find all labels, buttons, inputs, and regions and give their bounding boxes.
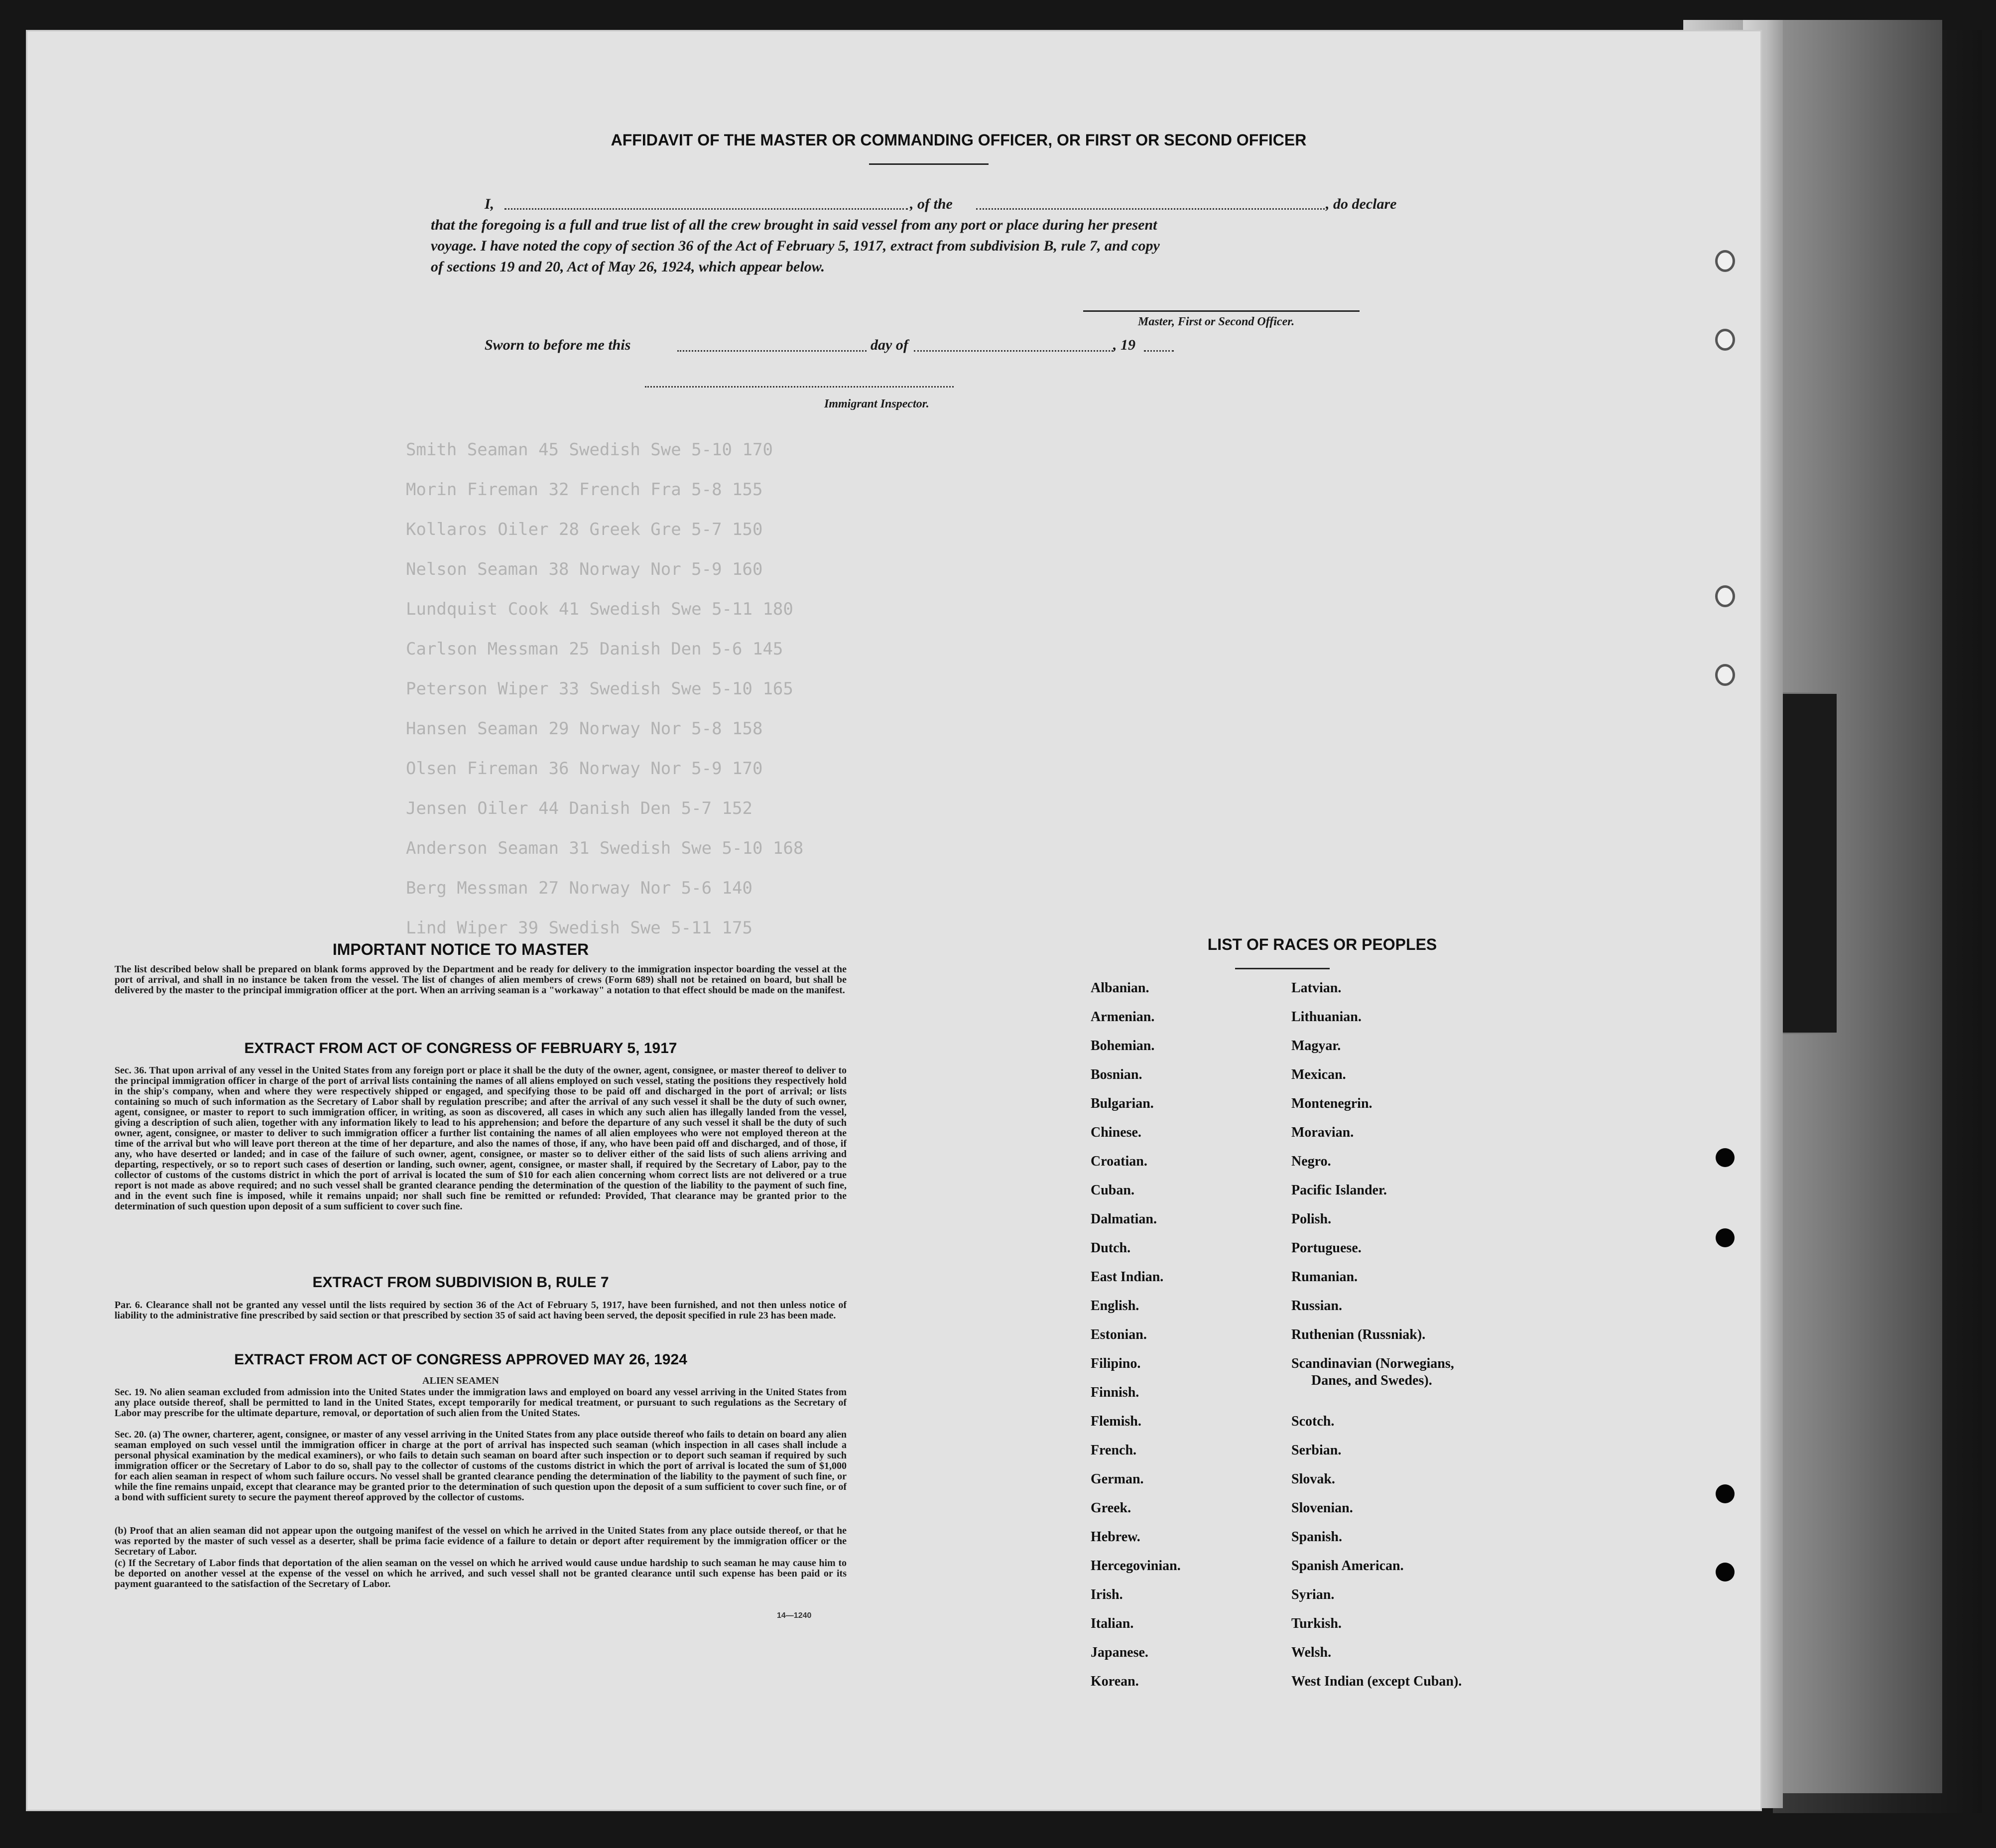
race-right-20: Spanish American.: [1291, 1558, 1404, 1574]
race-left-9: Dalmatian.: [1091, 1211, 1157, 1227]
affidavit-declare: , do declare: [1326, 196, 1397, 212]
race-right-5: Montenegrin.: [1291, 1096, 1372, 1111]
race-left-10: Dutch.: [1091, 1240, 1131, 1256]
race-right-24: West Indian (except Cuban).: [1291, 1674, 1462, 1689]
race-left-14: Filipino.: [1091, 1356, 1141, 1371]
race-right-19: Spanish.: [1291, 1529, 1342, 1545]
race-left-18: German.: [1091, 1471, 1144, 1487]
race-left-3: Bohemian.: [1091, 1038, 1155, 1054]
binder-hole-2: [1715, 329, 1735, 351]
race-left-7: Croatian.: [1091, 1154, 1147, 1169]
race-left-16: Flemish.: [1091, 1414, 1141, 1429]
race-right-2: Lithuanian.: [1291, 1009, 1362, 1025]
punch-hole-4: [1716, 1563, 1735, 1582]
race-right-21: Syrian.: [1291, 1587, 1335, 1602]
races-title-rule: [1235, 968, 1330, 969]
extract-1917-title: EXTRACT FROM ACT OF CONGRESS OF FEBRUARY 5, 1917: [244, 1040, 677, 1056]
master-name-field[interactable]: [504, 208, 908, 210]
master-signature-label: Master, First or Second Officer.: [1138, 315, 1295, 328]
race-right-10: Portuguese.: [1291, 1240, 1362, 1256]
races-title: LIST OF RACES OR PEOPLES: [1207, 935, 1437, 953]
race-left-20: Hebrew.: [1091, 1529, 1140, 1545]
affidavit-of-the: , of the: [910, 196, 953, 212]
race-left-1: Albanian.: [1091, 980, 1149, 996]
race-right-13: Ruthenian (Russniak).: [1291, 1327, 1426, 1342]
race-right-12: Russian.: [1291, 1298, 1342, 1314]
affidavit-title: AFFIDAVIT OF THE MASTER OR COMMANDING OFFICER, OR FIRST OR SECOND OFFICER: [611, 131, 1307, 149]
race-right-3: Magyar.: [1291, 1038, 1341, 1054]
race-left-4: Bosnian.: [1091, 1067, 1142, 1082]
race-right-1: Latvian.: [1291, 980, 1342, 996]
inspector-label: Immigrant Inspector.: [824, 397, 929, 410]
alien-seamen-subtitle: ALIEN SEAMEN: [422, 1375, 499, 1386]
inspector-signature-line[interactable]: [645, 386, 954, 388]
punch-hole-3: [1716, 1484, 1735, 1503]
race-left-8: Cuban.: [1091, 1183, 1134, 1198]
sworn-year-field[interactable]: [1144, 350, 1174, 352]
sworn-prefix: Sworn to before me this: [485, 337, 631, 353]
extract-rule7-title: EXTRACT FROM SUBDIVISION B, RULE 7: [312, 1274, 609, 1291]
tab-strip: [1780, 692, 1838, 1034]
race-right-15: Scotch.: [1291, 1414, 1335, 1429]
race-left-22: Irish.: [1091, 1587, 1123, 1602]
race-right-7: Negro.: [1291, 1154, 1331, 1169]
race-right-16: Serbian.: [1291, 1443, 1342, 1458]
vessel-name-field[interactable]: [976, 208, 1325, 210]
race-left-15: Finnish.: [1091, 1385, 1139, 1400]
race-left-21: Hercegovinian.: [1091, 1558, 1181, 1574]
form-number: 14—1240: [777, 1611, 812, 1620]
race-left-19: Greek.: [1091, 1500, 1131, 1516]
race-left-17: French.: [1091, 1443, 1137, 1458]
race-right-8: Pacific Islander.: [1291, 1183, 1387, 1198]
sworn-month-field[interactable]: [914, 350, 1113, 352]
race-right-11: Rumanian.: [1291, 1269, 1358, 1285]
race-right-9: Polish.: [1291, 1211, 1332, 1227]
race-right-23: Welsh.: [1291, 1645, 1332, 1660]
affidavit-i: I,: [485, 196, 495, 212]
race-left-23: Italian.: [1091, 1616, 1134, 1631]
affidavit-line-4: of sections 19 and 20, Act of May 26, 1924, which appear below.: [431, 259, 825, 275]
race-right-14-cont: Danes, and Swedes).: [1311, 1373, 1432, 1388]
sworn-day-field[interactable]: [677, 350, 867, 352]
binder-hole-3: [1715, 585, 1735, 607]
sec20a-body: Sec. 20. (a) The owner, charterer, agent, consignee, or master of any vessel arriving in the United States from any place outside thereof who fails to detain on board any alien seaman employed on such vessel until the immigration officer in charge at the port of arrival has inspected such seaman (which inspection in all cases shall include a personal physical examination by the medical examiners), or who fails to detain such seaman on board after such inspection or to deport such seaman if required by such immigration officer or the Secretary of Labor to do so, shall pay to the collector of customs of the customs district in which the port of arrival is located the sum of $1,000 for each alien seaman in respect of whom such failure occurs. No vessel shall be granted clearance pending the determination of the liability to the payment of such fine, or while the fine remains unpaid, except that clearance may be granted prior to the determination of such question upon the deposit of a sum sufficient to cover such fine, or of a bond with sufficient surety to secure the payment thereof approved by the collector of customs.: [115, 1429, 847, 1503]
race-right-14: Scandinavian (Norwegians,: [1291, 1356, 1454, 1371]
race-left-2: Armenian.: [1091, 1009, 1155, 1025]
race-left-24: Japanese.: [1091, 1645, 1148, 1660]
punch-hole-1: [1716, 1148, 1735, 1167]
punch-hole-2: [1716, 1228, 1735, 1247]
sec20b-body: (b) Proof that an alien seaman did not appear upon the outgoing manifest of the vessel on which he arrived in the United States from any place outside thereof, or that he was reported by the master of such vessel as a deserter, shall be prima facie evidence of a failure to detain or deport after requirement by the immigration officer or the Secretary of Labor.: [115, 1525, 847, 1557]
extract-1917-body: Sec. 36. That upon arrival of any vessel in the United States from any foreign port or place it shall be the duty of the owner, agent, consignee, or master thereof to deliver to the principal immigration officer in charge of the port of arrival lists containing the names of all aliens employed on such vessel, stating the positions they respectively hold in the ship's company, when and where they were respectively shipped or engaged, and specifying those to be paid off and discharged in the port of arrival; or lists containing so much of such information as the Secretary of Labor shall by regulation prescribe; and after the arrival of any such vessel it shall be the duty of such owner, agent, consignee, or master to report to such immigration officer, in writing, as soon as discovered, all cases in which any such alien has illegally landed from the vessel, giving a description of such alien, together with any information likely to lead to his apprehension; and before the departure of any such vessel it shall be the duty of such owner, agent, consignee, or master to deliver to such immigration officer a further list containing the names of all alien employees who were not employed thereon at the time of the arrival but who will leave port thereon at the time of her departure, and also the names of those, if any, who have been paid off and discharged, and of those, if any, who have deserted or landed; and in case of the failure of such owner, agent, consignee, or master so to deliver either of the said lists of such aliens arriving and departing, respectively, or so to report such cases of desertion or landing, such owner, agent, consignee, or master shall, if required by the Secretary of Labor, pay to the collector of customs of the customs district in which the port of arrival is located the sum of $10 for each alien concerning whom correct lists are not delivered or a true report is not made as above required; and no such vessel shall be granted clearance pending the determination of the question of the liability to the payment of such fine, and in the event such fine is imposed, while it remains unpaid; nor shall such fine be remitted or refunded: Provided, That clearance may be granted prior to the determination of such question upon deposit of a sum sufficient to cover such fine.: [115, 1065, 847, 1212]
race-right-4: Mexican.: [1291, 1067, 1346, 1082]
binder-hole-1: [1715, 250, 1735, 272]
race-right-18: Slovenian.: [1291, 1500, 1353, 1516]
race-left-11: East Indian.: [1091, 1269, 1164, 1285]
extract-1924-title: EXTRACT FROM ACT OF CONGRESS APPROVED MAY 26, 1924: [234, 1351, 687, 1368]
title-rule: [869, 163, 989, 165]
sworn-year: , 19: [1113, 337, 1135, 353]
race-left-6: Chinese.: [1091, 1125, 1141, 1140]
sec19-body: Sec. 19. No alien seaman excluded from admission into the United States under the immigration laws and employed on board any vessel arriving in the United States from any place outside thereof, shall be permitted to land in the United States, except temporarily for medical treatment, or pursuant to such regulations as the Secretary of Labor may prescribe for the ultimate departure, removal, or deportation of such alien from the United States.: [115, 1387, 847, 1419]
notice-title: IMPORTANT NOTICE TO MASTER: [332, 940, 589, 958]
affidavit-line-2: that the foregoing is a full and true list of all the crew brought in said vessel from any port or place during her present: [431, 217, 1157, 233]
race-right-22: Turkish.: [1291, 1616, 1342, 1631]
race-left-25: Korean.: [1091, 1674, 1139, 1689]
race-right-6: Moravian.: [1291, 1125, 1354, 1140]
sworn-day-of: day of: [871, 337, 908, 353]
notice-body: The list described below shall be prepared on blank forms approved by the Department and be ready for delivery to the immigration inspector boarding the vessel at the port of arrival, and shall in no instance be taken from the vessel. The list of changes of alien members of crews (Form 689) shall not be retained on board, but shall be delivered by the master to the principal immigration officer at the port. When an arriving seaman is a "workaway" a notation to that effect should be made on the manifest.: [115, 964, 847, 996]
binder-hole-4: [1715, 664, 1735, 686]
form-page: Smith Seaman 45 Swedish Swe 5-10 170 Morin Fireman 32 French Fra 5-8 155 Kollaros Oiler 28 Greek Gre 5-7 150 Nelson Seaman 38 Norway Nor 5-9 160 Lundquist Cook 41 Swedish Swe 5-11 180 Carlson Messman 25 Danish Den 5-6 145 Peterson Wiper 33 Swedish Swe 5-10 165 Hansen Seaman 29 Norway Nor 5-8 158 Olsen Fireman 36 Norway Nor 5-9 170 Jensen Oiler 44 Danish Den 5-7 152 Anderson Seaman 31 Swedish Swe 5-10 168 Berg Messman 27 Norway Nor 5-6 140 Lind Wiper 39 Swedish Swe 5-11 175 AFFIDAVIT OF THE MASTER OR COMMANDING OFFICER, OR FIRST OR SECOND OFFICER I, , of the , do declare that the foregoing is a full and true list of all the crew brought in said vessel from any port or place during her present voyage. I have noted the copy of section 36 of the Act of February 5, 1917, extract from subdivision B, rule 7, and copy of sections 19 and 20, Act of May 26, 1924, which appear below. Master, First or Second Officer. Sworn to before me this day of , 19 Immigrant Inspector. IMPORTANT NOTICE TO MASTER The list described below shall be prepared on blank forms approved by the Department and be ready for delivery to the immigration inspector boarding the vessel at the port of arrival, and shall in no instance be taken from the vessel. The list of changes of alien members of crews (Form 689) shall not be retained on board, but shall be delivered by the master to the principal immigration officer at the port. When an arriving seaman is a "workaway" a notation to that effect should be made on the manifest. EXTRACT FROM ACT OF CONGRESS OF FEBRUARY 5, 1917 Sec. 36. That upon arrival of any vessel in the United States from any foreign port or place it shall be the duty of the owner, agent, consignee, or master thereof to deliver to the principal immigration officer in charge of the port of arrival lists containing the names of all aliens employed on such vessel, stating the positions they respectively hold in the ship's company, when and where they were respectively shipped or engaged, and specifying those to be paid off and discharged in the port of arrival; or lists containing so much of such information as the Secretary of Labor shall by regulation prescribe; and after the arrival of any such vessel it shall be the duty of such owner, agent, consignee, or master to report to such immigration officer, in writing, as soon as discovered, all cases in which any such alien has illegally landed from the vessel, giving a description of such alien, together with any information likely to lead to his apprehension; and before the departure of any such vessel it shall be the duty of such owner, agent, consignee, or master to deliver to such immigration officer a further list containing the names of all alien employees who were not employed thereon at the time of the arrival but who will leave port thereon at the time of her departure, and also the names of those, if any, who have been paid off and discharged, and of those, if any, who have deserted or landed; and in case of the failure of such owner, agent, consignee, or master so to deliver either of the said lists of such aliens arriving and departing, respectively, or so to report such cases of desertion or landing, such owner, agent, consignee, or master shall, if required by the Secretary of Labor, pay to the collector of customs of the customs district in which the port of arrival is located the sum of $10 for each alien concerning whom correct lists are not delivered or a true report is not made as above required; and no such vessel shall be granted clearance pending the determination of the question of the liability to the payment of such fine, and in the event such fine is imposed, while it remains unpaid; nor shall such fine be remitted or refunded: Provided, That clearance may be granted prior to the determination of such question upon deposit of a sum sufficient to cover such fine. EXTRACT FROM SUBDIVISION B, RULE 7 Par. 6. Clearance shall not be granted any vessel until the lists required by section 36 of the Act of February 5, 1917, have been furnished, and not then unless notice of liability to the administrative fine prescribed by said section or that prescribed by section 35 of said act having been served, the deposit specified in rule 23 has been made. EXTRACT FROM ACT OF CONGRESS APPROVED MAY 26, 1924 ALIEN SEAMEN Sec. 19. No alien seaman excluded from admission into the United States under the immigration laws and employed on board any vessel arriving in the United States from any place outside thereof, shall be permitted to land in the United States, except temporarily for medical treatment, or pursuant to such regulations as the Secretary of Labor may prescribe for the ultimate departure, removal, or deportation of such alien from the United States. Sec. 20. (a) The owner, charterer, agent, consignee, or master of any vessel arriving in the United States from any place outside thereof who fails to detain on board any alien seaman employed on such vessel until the immigration officer in charge at the port of arrival has inspected such seaman (which inspection in all cases shall include a personal physical examination by the medical examiners), or who fails to detain such seaman on board after such inspection or to deport such seaman if required by such immigration officer or the Secretary of Labor to do so, shall pay to the collector of customs of the customs district in which the port of arrival is located the sum of $1,000 for each alien seaman in respect of whom such failure occurs. No vessel shall be granted clearance pending the determination of the liability to the payment of such fine, or while the fine remains unpaid, except that clearance may be granted prior to the determination of such question upon the deposit of a sum sufficient to cover such fine, or of a bond with sufficient surety to secure the payment thereof approved by the collector of customs. (b) Proof that an alien seaman did not appear upon the outgoing manifest of the vessel on which he arrived in the United States from any place outside thereof, or that he was reported by the master of such vessel as a deserter, shall be prima facie evidence of a failure to detain or deport after requirement by the immigration officer or the Secretary of Labor. (c) If the Secretary of Labor finds that deportation of the alien seaman on the vessel on which he arrived would cause undue hardship to such seaman he may cause him to be deported on another vessel at the expense of the vessel on which he arrived, and such vessel shall not be granted clearance until such expense has been paid or its payment guaranteed to the satisfaction of the Secretary of Labor. 14—1240 LIST OF RACES OR PEOPLES Albanian. Armenian. Bohemian. Bosnian. Bulgarian. Chinese. Croatian. Cuban. Dalmatian. Dutch. East Indian. English. Estonian. Filipino. Finnish. Flemish. French. German. Greek. Hebrew. Hercegovinian. Irish. Italian. Japanese. Korean. Latvian. Lithuanian. Magyar. Mexican. Montenegrin. Moravian. Negro. Pacific Islander. Polish. Portuguese. Rumanian. Russian. Ruthenian (Russniak). Scandinavian (Norwegians, Danes, and Swedes). Scotch. Serbian. Slovak. Slovenian. Spanish. Spanish American. Syrian. Turkish. Welsh. West Indian (except Cuban).: [26, 30, 1762, 1811]
race-left-12: English.: [1091, 1298, 1139, 1314]
sec20c-body: (c) If the Secretary of Labor finds that deportation of the alien seaman on the vessel on which he arrived would cause undue hardship to such seaman he may cause him to be deported on another vessel at the expense of the vessel on which he arrived, and such vessel shall not be granted clearance until such expense has been paid or its payment guaranteed to the satisfaction of the Secretary of Labor.: [115, 1558, 847, 1589]
extract-rule7-body: Par. 6. Clearance shall not be granted any vessel until the lists required by section 36 of the Act of February 5, 1917, have been furnished, and not then unless notice of liability to the administrative fine prescribed by said section or that prescribed by section 35 of said act having been served, the deposit specified in rule 23 has been made.: [115, 1300, 847, 1321]
race-right-17: Slovak.: [1291, 1471, 1335, 1487]
race-left-5: Bulgarian.: [1091, 1096, 1154, 1111]
race-left-13: Estonian.: [1091, 1327, 1147, 1342]
affidavit-line-3: voyage. I have noted the copy of section 36 of the Act of February 5, 1917, extract from subdivision B, rule 7, and copy: [431, 238, 1160, 254]
master-signature-line[interactable]: [1083, 310, 1360, 312]
